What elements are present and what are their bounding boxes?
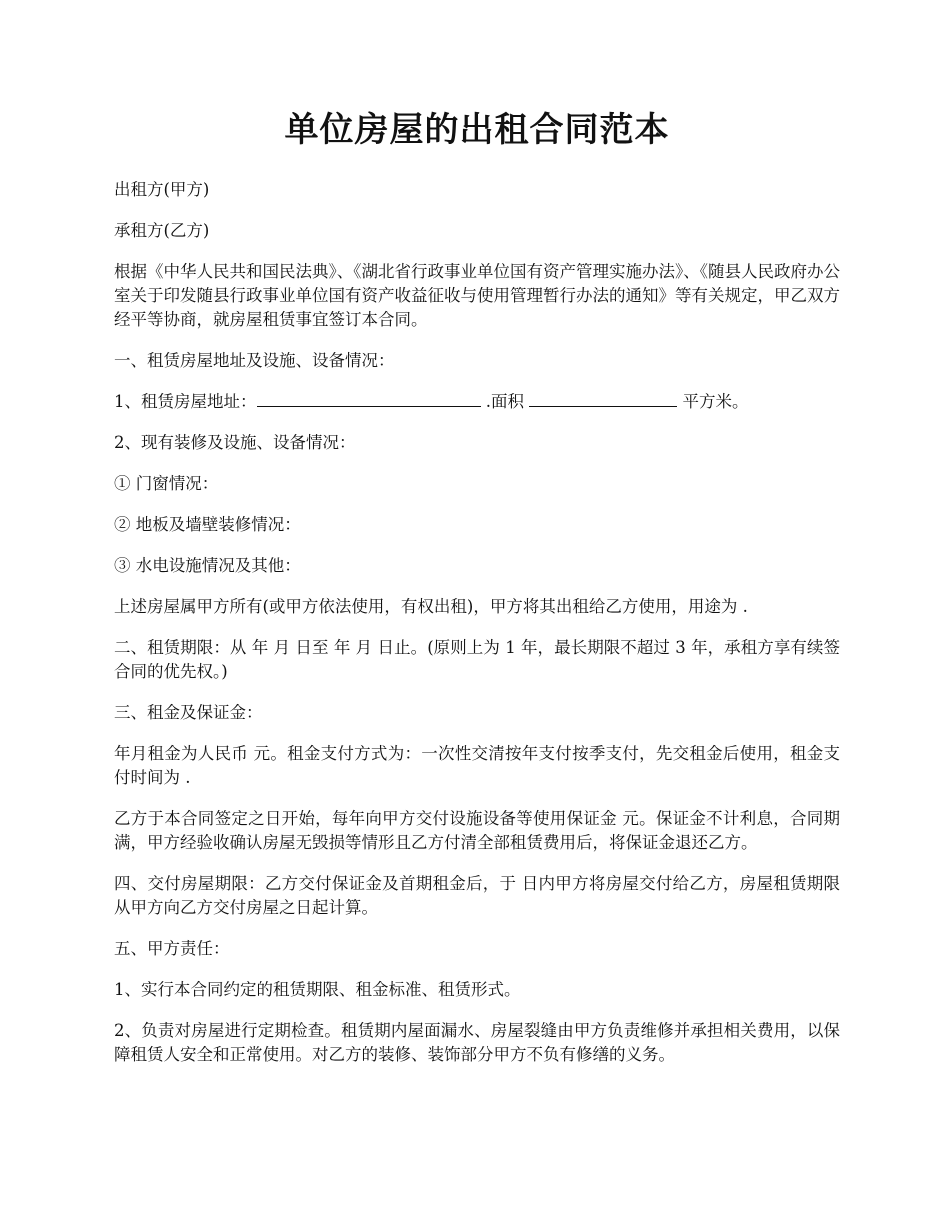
section2-paragraph: 二、租赁期限：从 年 月 日至 年 月 日止。(原则上为 1 年，最长期限不超过 3 年，承租方享有续签合同的优先权。) [114,638,840,682]
section1-heading: 一、租赁房屋地址及设施、设备情况： [114,351,395,371]
section5-item1: 1、实行本合同约定的租赁期限、租金标准、租赁形式。 [114,980,521,1000]
area-unit: 平方米。 [677,392,749,412]
document-title: 单位房屋的出租合同范本 [284,110,670,150]
area-blank [529,390,677,407]
section5-heading: 五、甲方责任： [114,939,230,959]
facilities-line: 2、现有装修及设施、设备情况： [114,433,356,453]
document-page [114,108,840,1084]
deposit-paragraph: 乙方于本合同签定之日开始，每年向甲方交付设施设备等使用保证金 元。保证金不计利息，合同期满，甲方经验收确认房屋无毁损等情形且乙方付清全部租赁费用后，将保证金退还乙方。 [114,809,840,853]
doors-windows-line: ① 门窗情况： [114,474,219,494]
preamble-paragraph: 根据《中华人民共和国民法典》、《湖北省行政事业单位国有资产管理实施办法》、《随县人民政府办公室关于印发随县行政事业单位国有资产收益征收与使用管理暂行办法的通知》等有关规定，甲乙双方经平等协商，就房屋租赁事宜签订本合同。 [114,262,840,330]
address-label: 1、租赁房屋地址： [114,392,257,412]
section4-paragraph: 四、交付房屋期限：乙方交付保证金及首期租金后，于 日内甲方将房屋交付给乙方，房屋租赁期限从甲方向乙方交付房屋之日起计算。 [114,874,840,918]
area-label: .面积 [480,392,530,412]
address-blank [257,390,481,407]
utilities-line: ③ 水电设施情况及其他： [114,556,301,576]
ownership-paragraph: 上述房屋属甲方所有(或甲方依法使用，有权出租)，甲方将其出租给乙方使用，用途为 . [114,597,748,617]
section3-heading: 三、租金及保证金： [114,703,263,723]
rent-paragraph: 年月租金为人民币 元。租金支付方式为：一次性交清按年支付按季支付，先交租金后使用，租金支付时间为 . [114,744,840,788]
lessee-line: 承租方(乙方) [114,221,210,241]
floor-walls-line: ② 地板及墙壁装修情况： [114,515,301,535]
section5-item2: 2、负责对房屋进行定期检查。租赁期内屋面漏水、房屋裂缝由甲方负责维修并承担相关费用，以保障租赁人安全和正常使用。对乙方的装修、装饰部分甲方不负有修缮的义务。 [114,1021,840,1065]
lessor-line: 出租方(甲方) [114,180,210,200]
address-line [114,390,840,414]
